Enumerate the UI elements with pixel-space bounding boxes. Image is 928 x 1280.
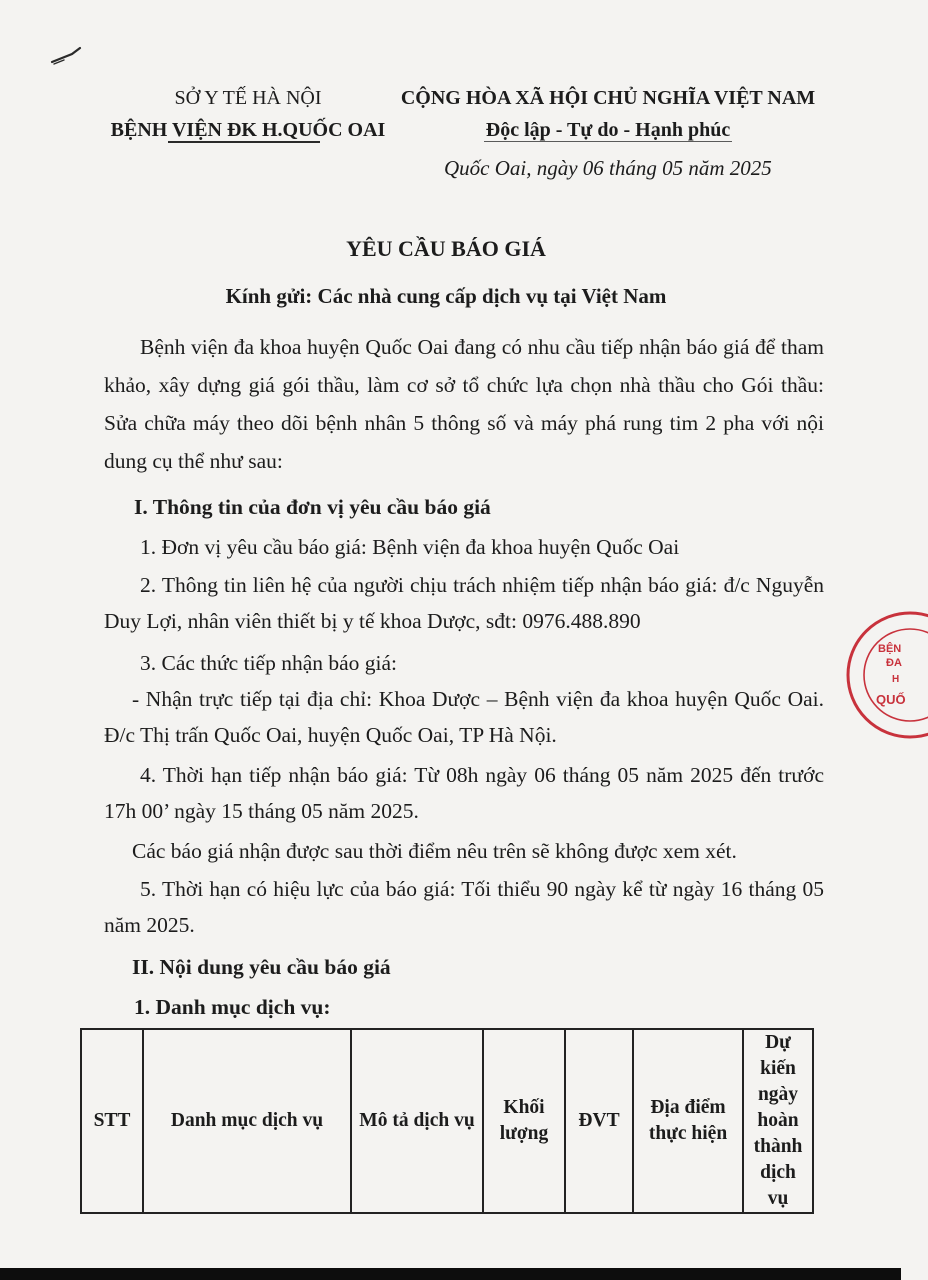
header-quantity: Khối lượng <box>483 1029 565 1213</box>
official-red-stamp <box>838 600 928 750</box>
date-place: Quốc Oai, ngày 06 tháng 05 năm 2025 <box>444 156 772 180</box>
section-1-item-4-note: Các báo giá nhận được sau thời điểm nêu trên sẽ không được xem xét. <box>132 839 737 863</box>
section-2-heading: II. Nội dung yêu cầu báo giá <box>132 955 391 979</box>
section-2-subheading: 1. Danh mục dịch vụ: <box>134 995 331 1019</box>
document-title: YÊU CẦU BÁO GIÁ <box>346 236 546 261</box>
section-1-item-1: 1. Đơn vị yêu cầu báo giá: Bệnh viện đa khoa huyện Quốc Oai <box>140 535 680 559</box>
stamp-text-4: QUỐ <box>876 692 906 707</box>
hospital-name: BỆNH VIỆN ĐK H.QUỐC OAI <box>110 119 386 141</box>
section-1-item-5-line-1: 5. Thời hạn có hiệu lực của báo giá: Tối thiểu 90 ngày kể từ ngày 16 tháng 05 <box>140 877 824 901</box>
nation-title: CỘNG HÒA XÃ HỘI CHỦ NGHĨA VIỆT NAM <box>400 87 816 109</box>
header-stt: STT <box>81 1029 143 1213</box>
stamp-text-3: H <box>892 674 900 685</box>
motto-underline <box>484 141 732 142</box>
section-1-item-3-bullet-line-2: Đ/c Thị trấn Quốc Oai, huyện Quốc Oai, TP Hà Nội. <box>104 723 557 747</box>
section-1-item-2-line-1: 2. Thông tin liên hệ của người chịu trách nhiệm tiếp nhận báo giá: đ/c Nguyễn <box>140 573 824 597</box>
header-location: Địa điểm thực hiện <box>633 1029 743 1213</box>
header-service-list: Danh mục dịch vụ <box>143 1029 351 1213</box>
header-service-description: Mô tả dịch vụ <box>351 1029 483 1213</box>
agency-name: SỞ Y TẾ HÀ NỘI <box>174 87 322 109</box>
stamp-text-2: ĐA <box>886 657 902 669</box>
recipient-line: Kính gửi: Các nhà cung cấp dịch vụ tại Việt Nam <box>225 284 667 308</box>
section-1-item-5-line-2: năm 2025. <box>104 913 195 937</box>
pen-scribble-mark <box>50 44 82 66</box>
intro-line-4: dung cụ thể như sau: <box>104 449 283 473</box>
header-unit: ĐVT <box>565 1029 633 1213</box>
header-expected-completion: Dự kiến ngày hoàn thành dịch vụ <box>743 1029 813 1213</box>
service-table <box>80 1028 814 1214</box>
section-1-heading: I. Thông tin của đơn vị yêu cầu báo giá <box>134 495 491 519</box>
bottom-dark-edge <box>0 1268 901 1280</box>
stamp-text-1: BỆN <box>878 643 902 655</box>
intro-line-3: Sửa chữa máy theo dõi bệnh nhân 5 thông số và máy phá rung tim 2 pha với nội <box>104 411 824 435</box>
section-1-item-4-line-1: 4. Thời hạn tiếp nhận báo giá: Từ 08h ngày 06 tháng 05 năm 2025 đến trước <box>140 763 824 787</box>
section-1-item-4-line-2: 17h 00’ ngày 15 tháng 05 năm 2025. <box>104 799 419 823</box>
section-1-item-2-line-2: Duy Lợi, nhân viên thiết bị y tế khoa Dược, sđt: 0976.488.890 <box>104 609 641 633</box>
section-1-item-3: 3. Các thức tiếp nhận báo giá: <box>140 651 398 675</box>
intro-line-1: Bệnh viện đa khoa huyện Quốc Oai đang có nhu cầu tiếp nhận báo giá để tham <box>140 335 824 359</box>
motto: Độc lập - Tự do - Hạnh phúc <box>485 119 731 141</box>
section-1-item-3-bullet-line-1: - Nhận trực tiếp tại địa chỉ: Khoa Dược – Bệnh viện đa khoa huyện Quốc Oai. <box>132 687 824 711</box>
intro-line-2: khảo, xây dựng giá gói thầu, làm cơ sở tổ chức lựa chọn nhà thầu cho Gói thầu: <box>104 373 824 397</box>
table-header-row <box>81 1029 813 1213</box>
hospital-underline <box>168 141 320 143</box>
